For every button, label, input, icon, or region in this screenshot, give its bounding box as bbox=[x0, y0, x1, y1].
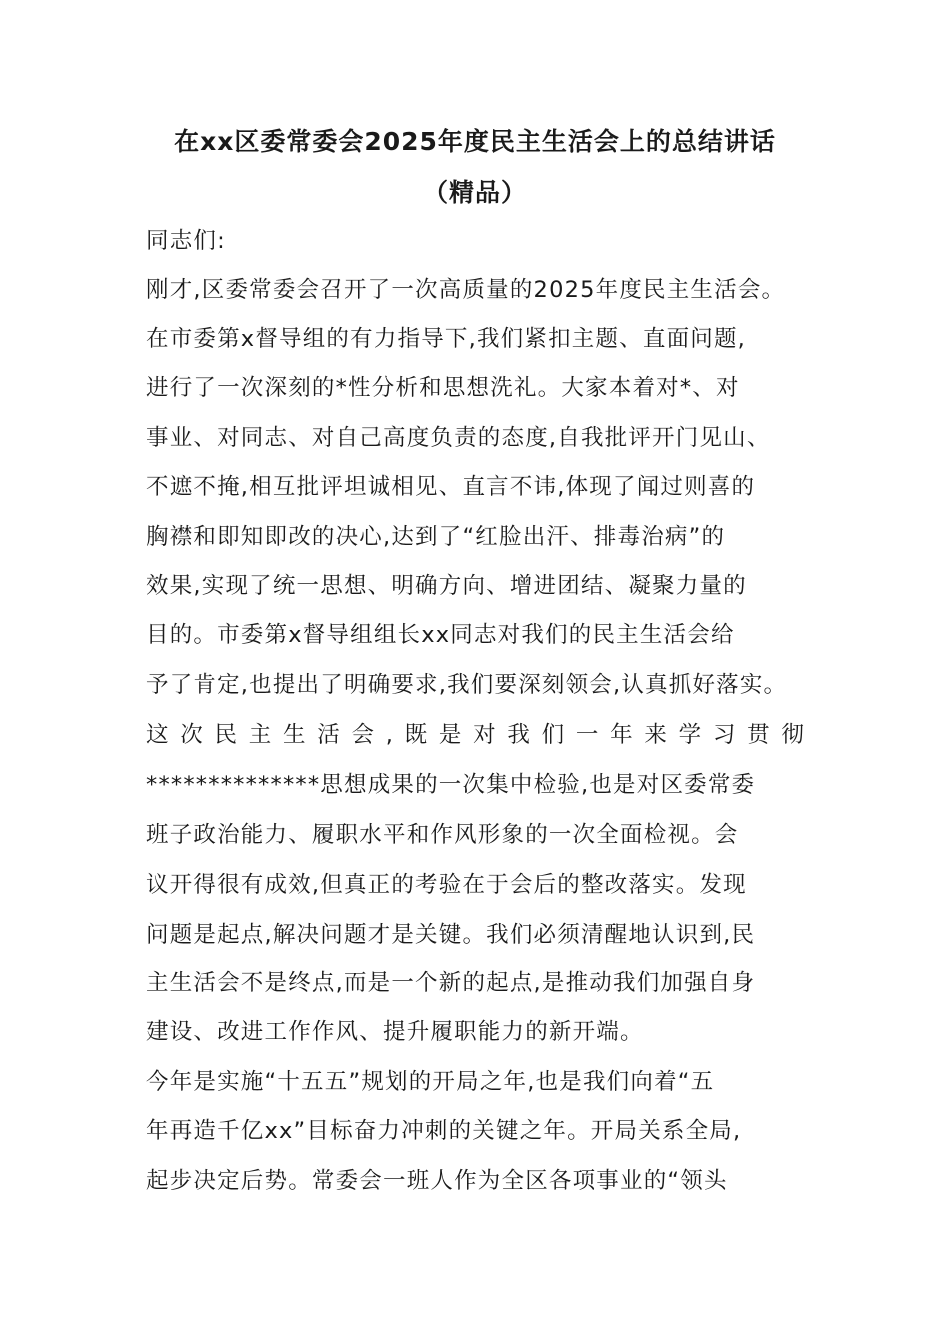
body-line: 刚才,区委常委会召开了一次高质量的2025年度民主生活会。 bbox=[146, 277, 786, 303]
body-line: 进行了一次深刻的*性分析和思想洗礼。大家本着对*、对 bbox=[146, 375, 740, 401]
document-title: 在xx区委常委会2025年度民主生活会上的总结讲话 bbox=[174, 127, 776, 156]
body-line: 胸襟和即知即改的决心,达到了“红脸出汗、排毒治病”的 bbox=[146, 524, 726, 550]
body-line: 主生活会不是终点,而是一个新的起点,是推动我们加强自身 bbox=[146, 970, 756, 996]
body-line: 建设、改进工作作风、提升履职能力的新开端。 bbox=[146, 1019, 644, 1045]
body-line: 效果,实现了统一思想、明确方向、增进团结、凝聚力量的 bbox=[146, 573, 747, 599]
body-line: **************思想成果的一次集中检验,也是对区委常委 bbox=[146, 772, 756, 798]
body-line: 今年是实施“十五五”规划的开局之年,也是我们向着“五 bbox=[146, 1069, 715, 1095]
body-line: 事业、对同志、对自己高度负责的态度,自我批评开门见山、 bbox=[146, 425, 771, 451]
document-subtitle: （精品） bbox=[422, 178, 527, 207]
body-line: 议开得很有成效,但真正的考验在于会后的整改落实。发现 bbox=[146, 872, 747, 898]
body-line: 在市委第x督导组的有力指导下,我们紧扣主题、直面问题, bbox=[146, 326, 747, 352]
body-line: 问题是起点,解决问题才是关键。我们必须清醒地认识到,民 bbox=[146, 922, 756, 948]
body-line: 年再造千亿xx”目标奋力冲刺的关键之年。开局关系全局, bbox=[146, 1118, 742, 1144]
salutation: 同志们: bbox=[146, 228, 226, 254]
body-line: 目的。市委第x督导组组长xx同志对我们的民主生活会给 bbox=[146, 622, 735, 648]
body-line: 起步决定后势。常委会一班人作为全区各项事业的“领头 bbox=[146, 1168, 728, 1194]
body-line: 班子政治能力、履职水平和作风形象的一次全面检视。会 bbox=[146, 822, 739, 848]
body-line: 予了肯定,也提出了明确要求,我们要深刻领会,认真抓好落实。 bbox=[146, 672, 788, 698]
body-line: 不遮不掩,相互批评坦诚相见、直言不讳,体现了闻过则喜的 bbox=[146, 474, 756, 500]
body-line-justified: 这 次 民 主 生 活 会 , 既 是 对 我 们 一 年 来 学 习 贯 彻 bbox=[146, 722, 804, 748]
